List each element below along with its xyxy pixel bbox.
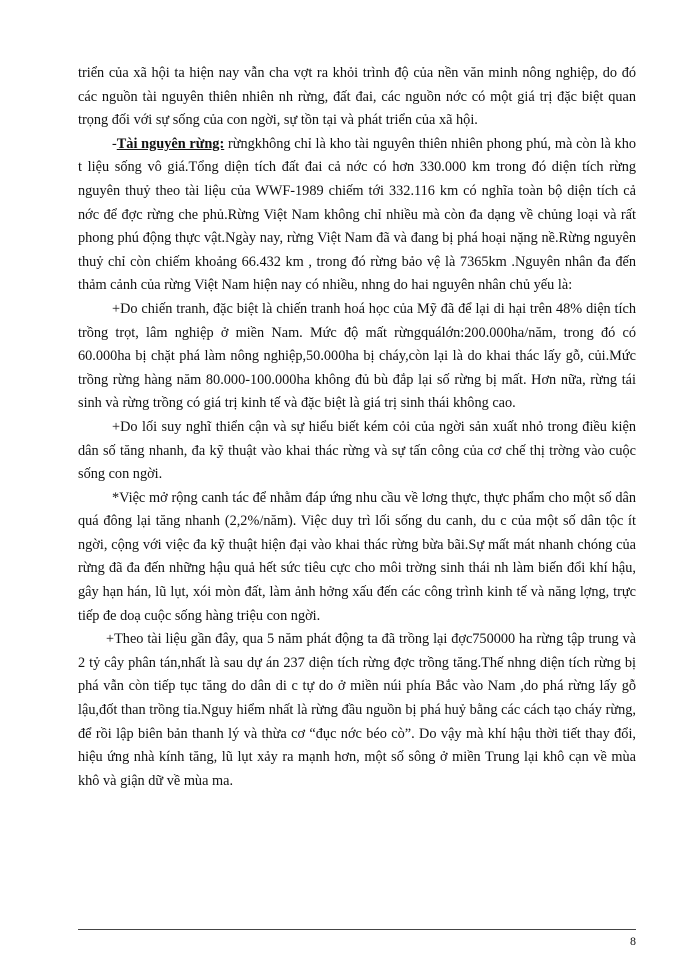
document-page bbox=[78, 62, 636, 793]
paragraph-6: +Theo tài liệu gần đây, qua 5 năm phát động ta đã trồng lại đợc750000 ha rừng tập trung và 2 tỷ cây phân tán,nhất là sau dự án 237 diện tích rừng đợc trồng tăng.Thế nhng diện tích rừng bị phá vẫn còn tiếp tục tăng do dân di c tự do ở miền núi phía Bắc vào Nam ,do phá rừng lấy gỗ lậu,đốt than trồng tỉa.Nguy hiểm nhất là rừng đầu nguồn bị phá huỷ bằng các cách tạo cháy rừng, để rồi lập biên bản thanh lý và thừa cơ “đục nớc béo cò”. Do vậy mà khí hậu thời tiết thay đổi, hiệu ứng nhà kính tăng, lũ lụt xảy ra mạnh hơn, một số sông ở miền Trung lại khô cạn về mùa khô và giận dữ về mùa ma. bbox=[78, 631, 636, 789]
paragraph-3: +Do chiến tranh, đặc biệt là chiến tranh hoá học của Mỹ đã để lại di hại trên 48% diện tích trồng trọt, lâm nghiệp ở miền Nam. Mức độ mất rừngquálớn:200.000ha/năm, trong đó có 60.000ha bị chặt phá làm nông nghiệp,50.000ha bị cháy,còn lại là do khai thác lấy gỗ, củi.Mức trồng rừng hàng năm 80.000-100.000ha không đủ bù đắp lại số rừng bị mất. Hơn nữa, rừng tái sinh và rừng trồng có giá trị kinh tế và đặc biệt là giá trị sinh thái không cao. bbox=[78, 300, 636, 412]
paragraph-5: *Việc mở rộng canh tác để nhằm đáp ứng nhu cầu về lơng thực, thực phẩm cho một số dân quá đông lại tăng nhanh (2,2%/năm). Việc duy trì lối sống du canh, du c của một số dân tộc ít ngời, cộng với việc đa kỹ thuật hiện đại vào khai thác rừng bừa bãi.Sự mất mát nhanh chóng của rừng đã đa đến những hậu quả hết sức tiêu cực cho môi trờng sinh thái nh làm biến đổi khí hậu, gây hạn hán, lũ lụt, xói mòn đất, làm ảnh hởng xấu đến các công trình kinh tế và năng lợng, trực tiếp đe doạ cuộc sống hàng triệu con ngời. bbox=[78, 489, 636, 624]
paragraph-2-body: rừngkhông chỉ là kho tài nguyên thiên nhiên phong phú, mà còn là kho t liệu sống vô giá.Tổng diện tích đất đai cả nớc có hơn 330.000 km trong đó diện tích rừng nguyên thuỷ theo tài liệu của WWF-1989 chiếm tới 332.116 km có nghĩa toàn bộ diện tích cả nớc để đợc rừng che phủ.Rừng Việt Nam không chỉ nhiều mà còn đa dạng về chủng loại và rất phong phú động thực vật.Ngày nay, rừng Việt Nam đã và đang bị phá hoại nặng nề.Rừng nguyên thuỷ chỉ còn chiếm khoảng 66.432 km , trong đó rừng bảo vệ là 7365km .Nguyên nhân đa đến thảm cảnh của rừng Việt Nam hiện nay có nhiều, nhng do hai nguyên nhân chủ yếu là: bbox=[78, 135, 636, 294]
footer-divider bbox=[78, 929, 636, 930]
section-heading: Tài nguyên rừng: bbox=[116, 135, 225, 152]
paragraph-forest-resources bbox=[78, 133, 636, 298]
page-number: 8 bbox=[630, 934, 636, 948]
paragraph-4: +Do lối suy nghĩ thiển cận và sự hiểu biết kém cỏi của ngời sản xuất nhỏ trong điều kiện dân số tăng nhanh, đa kỹ thuật vào khai thác rừng và sự tấn công của cơ chế thị trờng vào cuộc sống con ngời. bbox=[78, 418, 636, 483]
paragraph-dash: - bbox=[112, 135, 117, 152]
paragraph-1: triển của xã hội ta hiện nay vẫn cha vợt ra khỏi trình độ của nền văn minh nông nghiệp, do đó các nguồn tài nguyên thiên nhiên nh rừng, đất đai, các nguồn nớc có một giá trị đặc biệt quan trọng đối với sự sống của con ngời, sự tồn tại và phát triển của xã hội. bbox=[78, 65, 636, 129]
